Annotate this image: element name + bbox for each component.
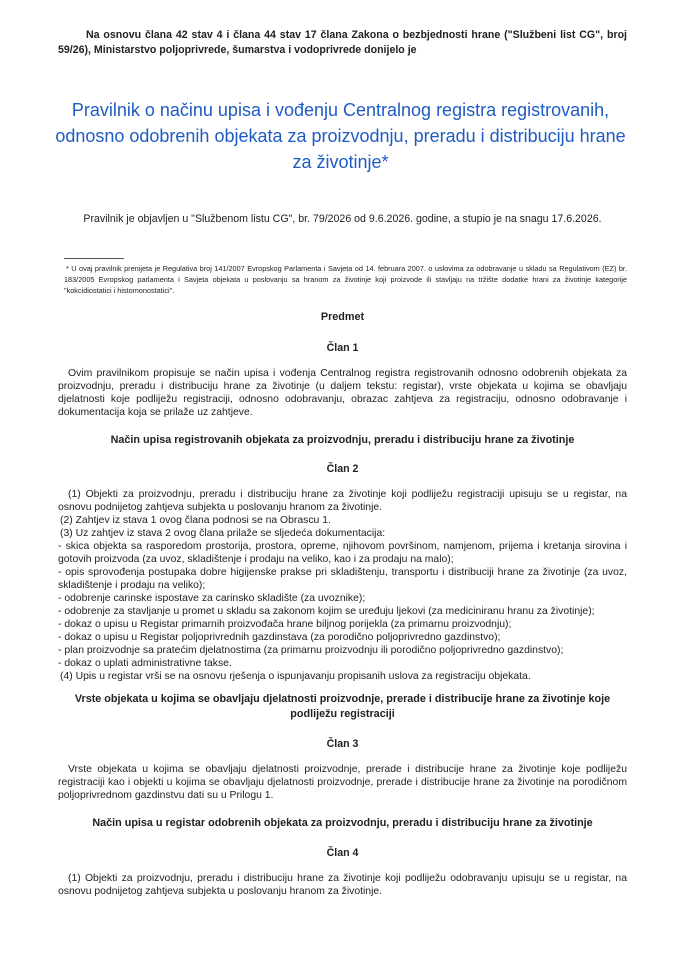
section-heading-predmet: Predmet — [320, 311, 365, 323]
footnote: * U ovaj pravilnik prenijeta je Regulativa broj 141/2007 Evropskog Parlamenta i Savjeta od 14. februara 2007. o uslovima za odobravanje u skladu sa Regulativom (EZ) br. 183/2005 Evropskog parlamenta i Savjeta objekata u poslovanju sa hranom za životinje koji proizvode ili stavljaju na tržište dodatke hrani za životinje kategorije "kokcidiostatici i histomonostatici". — [64, 264, 627, 295]
article-2-paragraph-1: (1) Objekti za proizvodnju, preradu i distribuciju hrane za životinje koji podliježu registraciji upisuju se u registar, na osnovu podnijetog zahtjeva subjekta u poslovanju hranom za životinje. — [58, 489, 627, 513]
article-2-list-item: - dokaz o upisu u Registar poljoprivrednih gazdinstava (za porodično poljoprivredno gazdinstvo); — [58, 632, 501, 643]
article-title-3: Član 3 — [326, 738, 359, 750]
article-2-body — [58, 488, 627, 683]
article-2-list-item: - dokaz o uplati administrativne takse. — [58, 658, 232, 669]
article-1-text: Ovim pravilnikom propisuje se način upisa i vođenja Centralnog registra registrovanih odnosno odobrenih objekata za proizvodnju, preradu i distribuciju hrane za životinje (u daljem tekstu: registar), vrste objekata u kojima se obavljaju djelatnosti koje podliježu registraciji, odnosno odobravanju, obrazac zahtjeva za registraciju, odnosno odobravanje i dokumentacija koja se prilaže uz zahtjeve. — [58, 368, 627, 418]
article-2-list-item: - skica objekta sa rasporedom prostorija, prostora, opreme, njihovom površinom, namjenom, prijema i kretanja sirovina i gotovih proizvoda (za uvoz, skladištenje i prodaju na veliko, kao i za prodaju na malo); — [58, 541, 627, 565]
section-heading-registration: Način upisa registrovanih objekata za proizvodnju, preradu i distribuciju hrane za životinje — [110, 434, 575, 446]
article-2-paragraph-4: (4) Upis u registar vrši se na osnovu rješenja o ispunjavanju propisanih uslova za registraciju objekata. — [60, 671, 531, 682]
document-title: Pravilnik o načinu upisa i vođenju Centralnog registra registrovanih, odnosno odobrenih objekata za proizvodnju, preradu i distribuciju hrane za životinje* — [55, 100, 626, 172]
section-heading-facility-types: Vrste objekata u kojima se obavljaju djelatnosti proizvodnje, prerade i distribucije hrane za životinje koje podliježu registraciji — [74, 693, 611, 720]
section-heading-approved: Način upisa u registar odobrenih objekata za proizvodnju, preradu i distribuciju hrane za životinje — [92, 817, 593, 829]
footnote-divider — [64, 258, 124, 259]
publication-note: Pravilnik je objavljen u "Službenom listu CG", br. 79/2026 od 9.6.2026. godine, a stupio je na snagu 17.6.2026. — [83, 213, 602, 225]
article-4-text: (1) Objekti za proizvodnju, preradu i distribuciju hrane za životinje koji podliježu odobravanju upisuju se u registar, na osnovu podnijetog zahtjeva subjekta u poslovanju hranom za životinje. — [58, 873, 627, 897]
article-2-list-item: - dokaz o upisu u Registar primarnih proizvođača hrane biljnog porijekla (za primarnu proizvodnju); — [58, 619, 512, 630]
article-2-paragraph-3: (3) Uz zahtjev iz stava 2 ovog člana prilaže se sljedeća dokumentacija: — [60, 528, 386, 539]
article-3-text: Vrste objekata u kojima se obavljaju djelatnosti proizvodnje, prerade i distribucije hrane za životinje koje podliježu registraciji kao i objekti u kojima se obavljaju djelatnosti proizvodnje, prerade i distribucije hrane za životinje na porodičnom poljoprivrednom gazdinstvu dati su u Prilogu 1. — [58, 764, 627, 801]
article-title-1: Član 1 — [326, 342, 359, 354]
article-2-paragraph-2: (2) Zahtjev iz stava 1 ovog člana podnosi se na Obrascu 1. — [60, 515, 331, 526]
article-2-list-item: - opis sprovođenja postupaka dobre higijenske prakse pri skladištenju, transportu i distribuciji hrane za životinje (za uvoz, skladištenje i prodaju na veliko); — [58, 567, 627, 591]
preamble: Na osnovu člana 42 stav 4 i člana 44 stav 17 člana Zakona o bezbjednosti hrane ("Službeni list CG", broj 59/26), Ministarstvo poljoprivrede, šumarstva i vodoprivrede donijelo je — [58, 29, 627, 56]
article-2-list-item: - odobrenje za stavljanje u promet u skladu sa zakonom kojim se uređuju ljekovi (za mediciniranu hranu za životinje); — [58, 606, 595, 617]
article-2-list-item: - odobrenje carinske ispostave za carinsko skladište (za uvoznike); — [58, 593, 366, 604]
article-title-2: Član 2 — [326, 463, 359, 475]
article-2-list-item: - plan proizvodnje sa pratećim djelatnostima (za primarnu proizvodnju ili porodično poljoprivredno gazdinstvo); — [58, 645, 564, 656]
article-title-4: Član 4 — [326, 847, 359, 859]
